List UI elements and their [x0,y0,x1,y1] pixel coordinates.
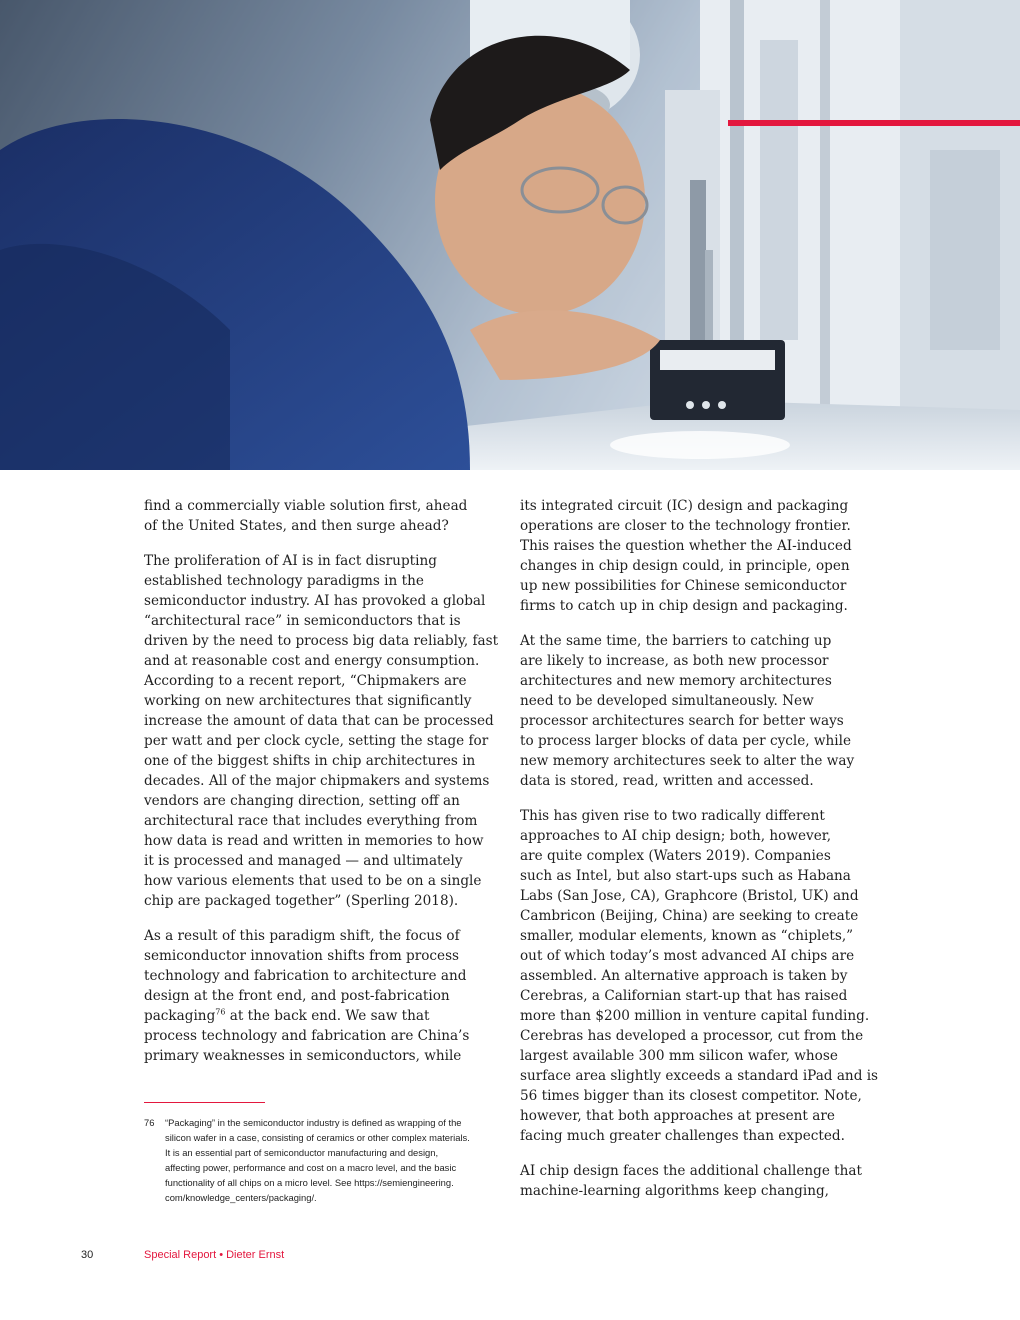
text-fragment: at the back end. We saw that [225,1008,430,1024]
text-line: chip are packaged together” (Sperling 2018). [144,893,459,909]
text-line: assembled. An alternative approach is taken by [520,968,848,984]
text-line: “architectural race” in semiconductors that is [144,613,461,629]
text-line: and at reasonable cost and energy consumption. [144,653,480,669]
text-line: data is stored, read, written and accessed. [520,773,814,789]
text-line: it is processed and managed — and ultimately [144,853,463,869]
text-line: how data is read and written in memories to how [144,833,484,849]
footnote-link-line[interactable]: com/knowledge_centers/packaging/. [165,1192,317,1203]
text-line: are likely to increase, as both new processor [520,653,829,669]
paragraph [144,496,494,536]
text-line: semiconductor innovation shifts from process [144,948,460,964]
text-line: This has given rise to two radically different [520,808,825,824]
text-line: architectures and new memory architectures [520,673,832,689]
footnote-divider [144,1102,265,1103]
text-line: more than $200 million in venture capital funding. [520,1008,870,1024]
text-line: This raises the question whether the AI-induced [520,538,852,554]
text-line: out of which today’s most advanced AI chips are [520,948,855,964]
footnote-line: It is an essential part of semiconductor manufacturing and design, [165,1147,439,1158]
footnote-link-line[interactable]: functionality of all chips on a micro level. See https://semiengineering. [165,1177,454,1188]
text-line: such as Intel, but also start-ups such as Habana [520,868,851,884]
text-line [144,1006,494,1026]
text-line: design at the front end, and post-fabrication [144,988,450,1004]
text-line: According to a recent report, “Chipmakers are [144,673,467,689]
text-line: firms to catch up in chip design and packaging. [520,598,848,614]
text-line: 56 times bigger than its closest competitor. Note, [520,1088,862,1104]
running-title: Special Report • Dieter Ernst [144,1249,285,1261]
hero-photo [0,0,1020,470]
text-line: As a result of this paradigm shift, the focus of [144,928,460,944]
text-line: Cerebras has developed a processor, cut from the [520,1028,864,1044]
text-line: new memory architectures seek to alter the way [520,753,855,769]
paragraph [144,551,499,911]
text-line: At the same time, the barriers to catching up [520,633,832,649]
text-line: of the United States, and then surge ahead? [144,518,449,534]
text-line: driven by the need to process big data reliably, fast [144,633,499,649]
text-line: smaller, modular elements, known as “chiplets,” [520,928,854,944]
text-line: are quite complex (Waters 2019). Companies [520,848,831,864]
text-line: semiconductor industry. AI has provoked a global [144,593,486,609]
left-column [144,496,499,1081]
text-line: AI chip design faces the additional challenge that [520,1163,862,1179]
text-line: Cerebras, a Californian start-up that has raised [520,988,848,1004]
text-line: operations are closer to the technology frontier. [520,518,851,534]
footnote-body [165,1115,500,1205]
paragraph [520,1161,872,1201]
footnote-line: “Packaging” in the semiconductor industry is defined as wrapping of the [165,1117,462,1128]
paragraph [520,496,872,616]
footnote-line: silicon wafer in a case, consisting of ceramics or other complex materials. [165,1132,470,1143]
text-line: approaches to AI chip design; both, however, [520,828,832,844]
text-line: find a commercially viable solution first, ahead [144,498,468,514]
footnote-line: affecting power, performance and cost on a macro level, and the basic [165,1162,457,1173]
microscope-photo-icon [0,0,1020,470]
text-line: how various elements that used to be on a single [144,873,482,889]
right-column [520,496,879,1216]
text-line: changes in chip design could, in principle, open [520,558,850,574]
text-line: to process larger blocks of data per cycle, while [520,733,852,749]
text-line: largest available 300 mm silicon wafer, whose [520,1048,838,1064]
text-line: vendors are changing direction, setting off an [144,793,460,809]
text-line: processor architectures search for better ways [520,713,844,729]
text-line: its integrated circuit (IC) design and packaging [520,498,849,514]
text-line: per watt and per clock cycle, setting the stage for [144,733,489,749]
text-line: machine-learning algorithms keep changing, [520,1183,829,1199]
text-line: Cambricon (Beijing, China) are seeking to create [520,908,859,924]
paragraph [144,926,494,1066]
text-line: established technology paradigms in the [144,573,424,589]
paragraph [520,806,879,1146]
text-line: up new possibilities for Chinese semiconductor [520,578,847,594]
text-line: facing much greater challenges than expected. [520,1128,845,1144]
text-line: however, that both approaches at present are [520,1108,835,1124]
text-line: need to be developed simultaneously. New [520,693,814,709]
text-fragment: packaging [144,1008,216,1024]
text-line: one of the biggest shifts in chip architectures in [144,753,476,769]
text-line: increase the amount of data that can be processed [144,713,494,729]
text-line: process technology and fabrication are China’s [144,1028,470,1044]
text-line: Labs (San Jose, CA), Graphcore (Bristol, UK) and [520,888,859,904]
text-line: architectural race that includes everything from [144,813,478,829]
text-line: primary weaknesses in semiconductors, while [144,1048,462,1064]
accent-bar [728,120,1020,126]
text-line: surface area slightly exceeds a standard iPad and is [520,1068,879,1084]
text-line: technology and fabrication to architecture and [144,968,467,984]
footnote-number: 76 [144,1117,155,1128]
text-line: The proliferation of AI is in fact disrupting [144,553,437,569]
paragraph [520,631,872,791]
page-number: 30 [81,1249,94,1261]
text-line: working on new architectures that significantly [144,693,472,709]
text-line: decades. All of the major chipmakers and systems [144,773,490,789]
footnote-reference[interactable]: 76 [215,1007,226,1017]
